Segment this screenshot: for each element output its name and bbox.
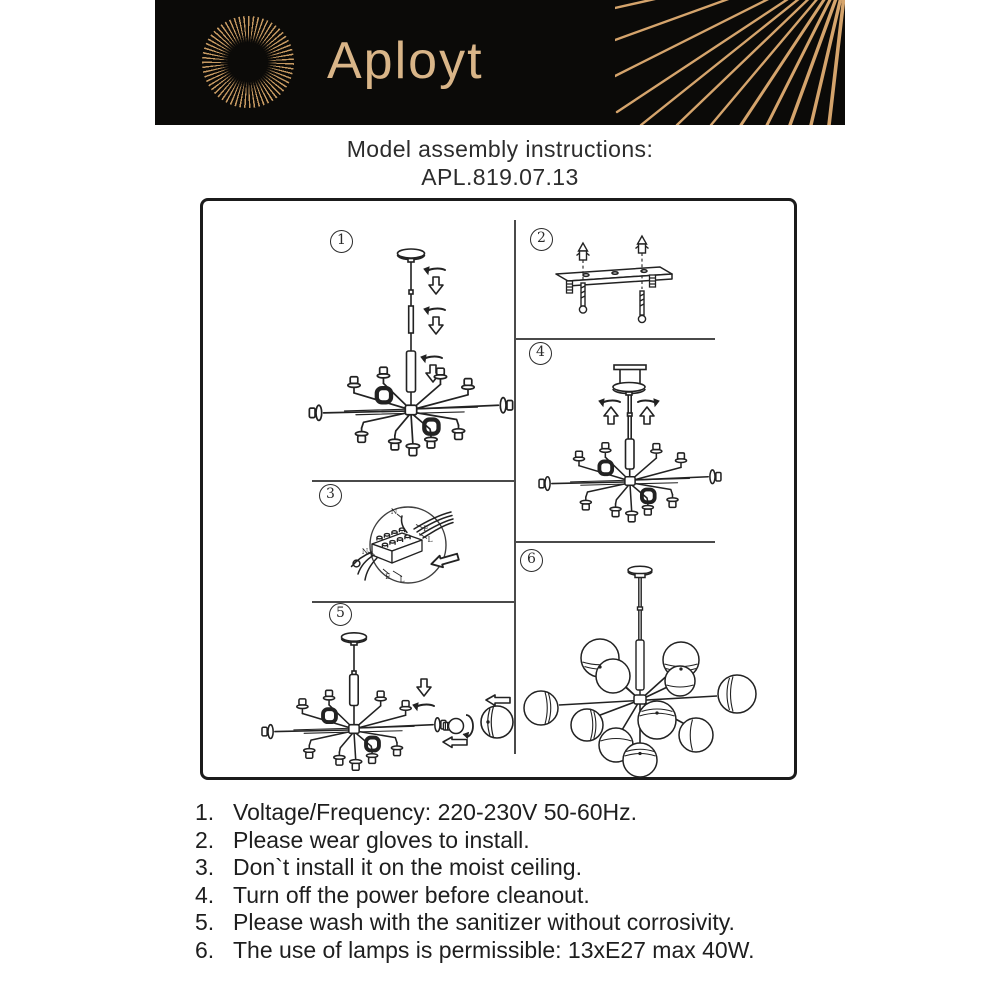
canopy [342,633,367,645]
rod [626,395,635,479]
step-badge-5: 5 [329,603,352,626]
down-arrow-icon [429,317,443,334]
instruction-text: Please wear gloves to install. [233,826,530,853]
instruction-item [195,909,835,937]
terminal-block [372,528,422,563]
canopy [398,249,425,262]
step-badge-4: 4 [529,342,552,365]
instruction-number: 1. [195,799,215,825]
rotation-arrow-icon [424,307,445,314]
instruction-text: Turn off the power before cleanout. [233,881,590,908]
up-arrow-icon [604,407,618,424]
hub [634,695,646,704]
anchor-icon [577,236,649,260]
model-number: APL.819.07.13 [421,164,579,190]
instruction-list [195,799,835,965]
instruction-number: 6. [195,936,215,963]
instruction-number: 5. [195,909,215,936]
brand-name: Aployt [327,32,484,90]
left-arrow-icon [443,737,467,748]
step1-diagram [203,201,514,480]
screw-icon [579,283,645,323]
wiring-label-n-top: N [390,507,398,516]
rotation-arrow-icon [638,399,659,406]
sunburst-logo-icon [202,16,294,108]
step-badge-1: 1 [330,230,353,253]
glass-globe [481,706,513,738]
step-badge-2: 2 [530,228,553,251]
down-arrow-icon [417,679,431,696]
rotation-arrow-icon [421,355,442,362]
instruction-number: 2. [195,826,215,853]
rod [407,262,416,407]
instruction-text: Don`t install it on the moist ceiling. [233,854,582,881]
step6-diagram [514,541,800,780]
instruction-item [195,937,835,965]
instruction-item [195,882,835,910]
step-badge-3: 3 [319,484,342,507]
instruction-item [195,799,835,827]
diagram-box [200,198,797,780]
wiring-label-e-right: E [423,524,429,533]
instruction-number: 4. [195,881,215,908]
step3-diagram [203,480,514,601]
instruction-item [195,854,835,882]
rays-decoration-icon [615,0,845,125]
instruction-text: The use of lamps is permissible: 13xE27 max 40W. [233,936,755,963]
step5-diagram [203,601,514,782]
wiring-label-l-bottom: L [399,575,405,584]
page-title: Model assembly instructions: [346,136,654,162]
rotate-arrow-icon [463,715,473,738]
step2-diagram [514,220,800,338]
instruction-text: Please wash with the sanitizer without corrosivity. [233,909,735,936]
step-badge-6: 6 [520,549,543,572]
wiring-label-n-left: N [361,547,369,556]
rod [636,578,644,700]
canopy [613,383,645,396]
wiring-label-e-bottom: E [385,572,391,581]
down-arrow-icon [429,277,443,294]
rotation-arrow-icon [424,267,445,274]
instruction-text: Voltage/Frequency: 220-230V 50-60Hz. [233,799,638,825]
canopy [628,566,652,577]
instruction-number: 3. [195,854,215,881]
rotation-arrow-icon [599,399,620,406]
left-arrow-icon [486,695,510,706]
instruction-item [195,827,835,855]
rod [350,645,359,725]
rotation-arrow-icon [413,703,434,710]
step4-diagram [514,338,800,541]
up-arrow-icon [640,407,654,424]
wiring-label-l-right: L [427,535,433,544]
brand-banner [155,0,845,125]
